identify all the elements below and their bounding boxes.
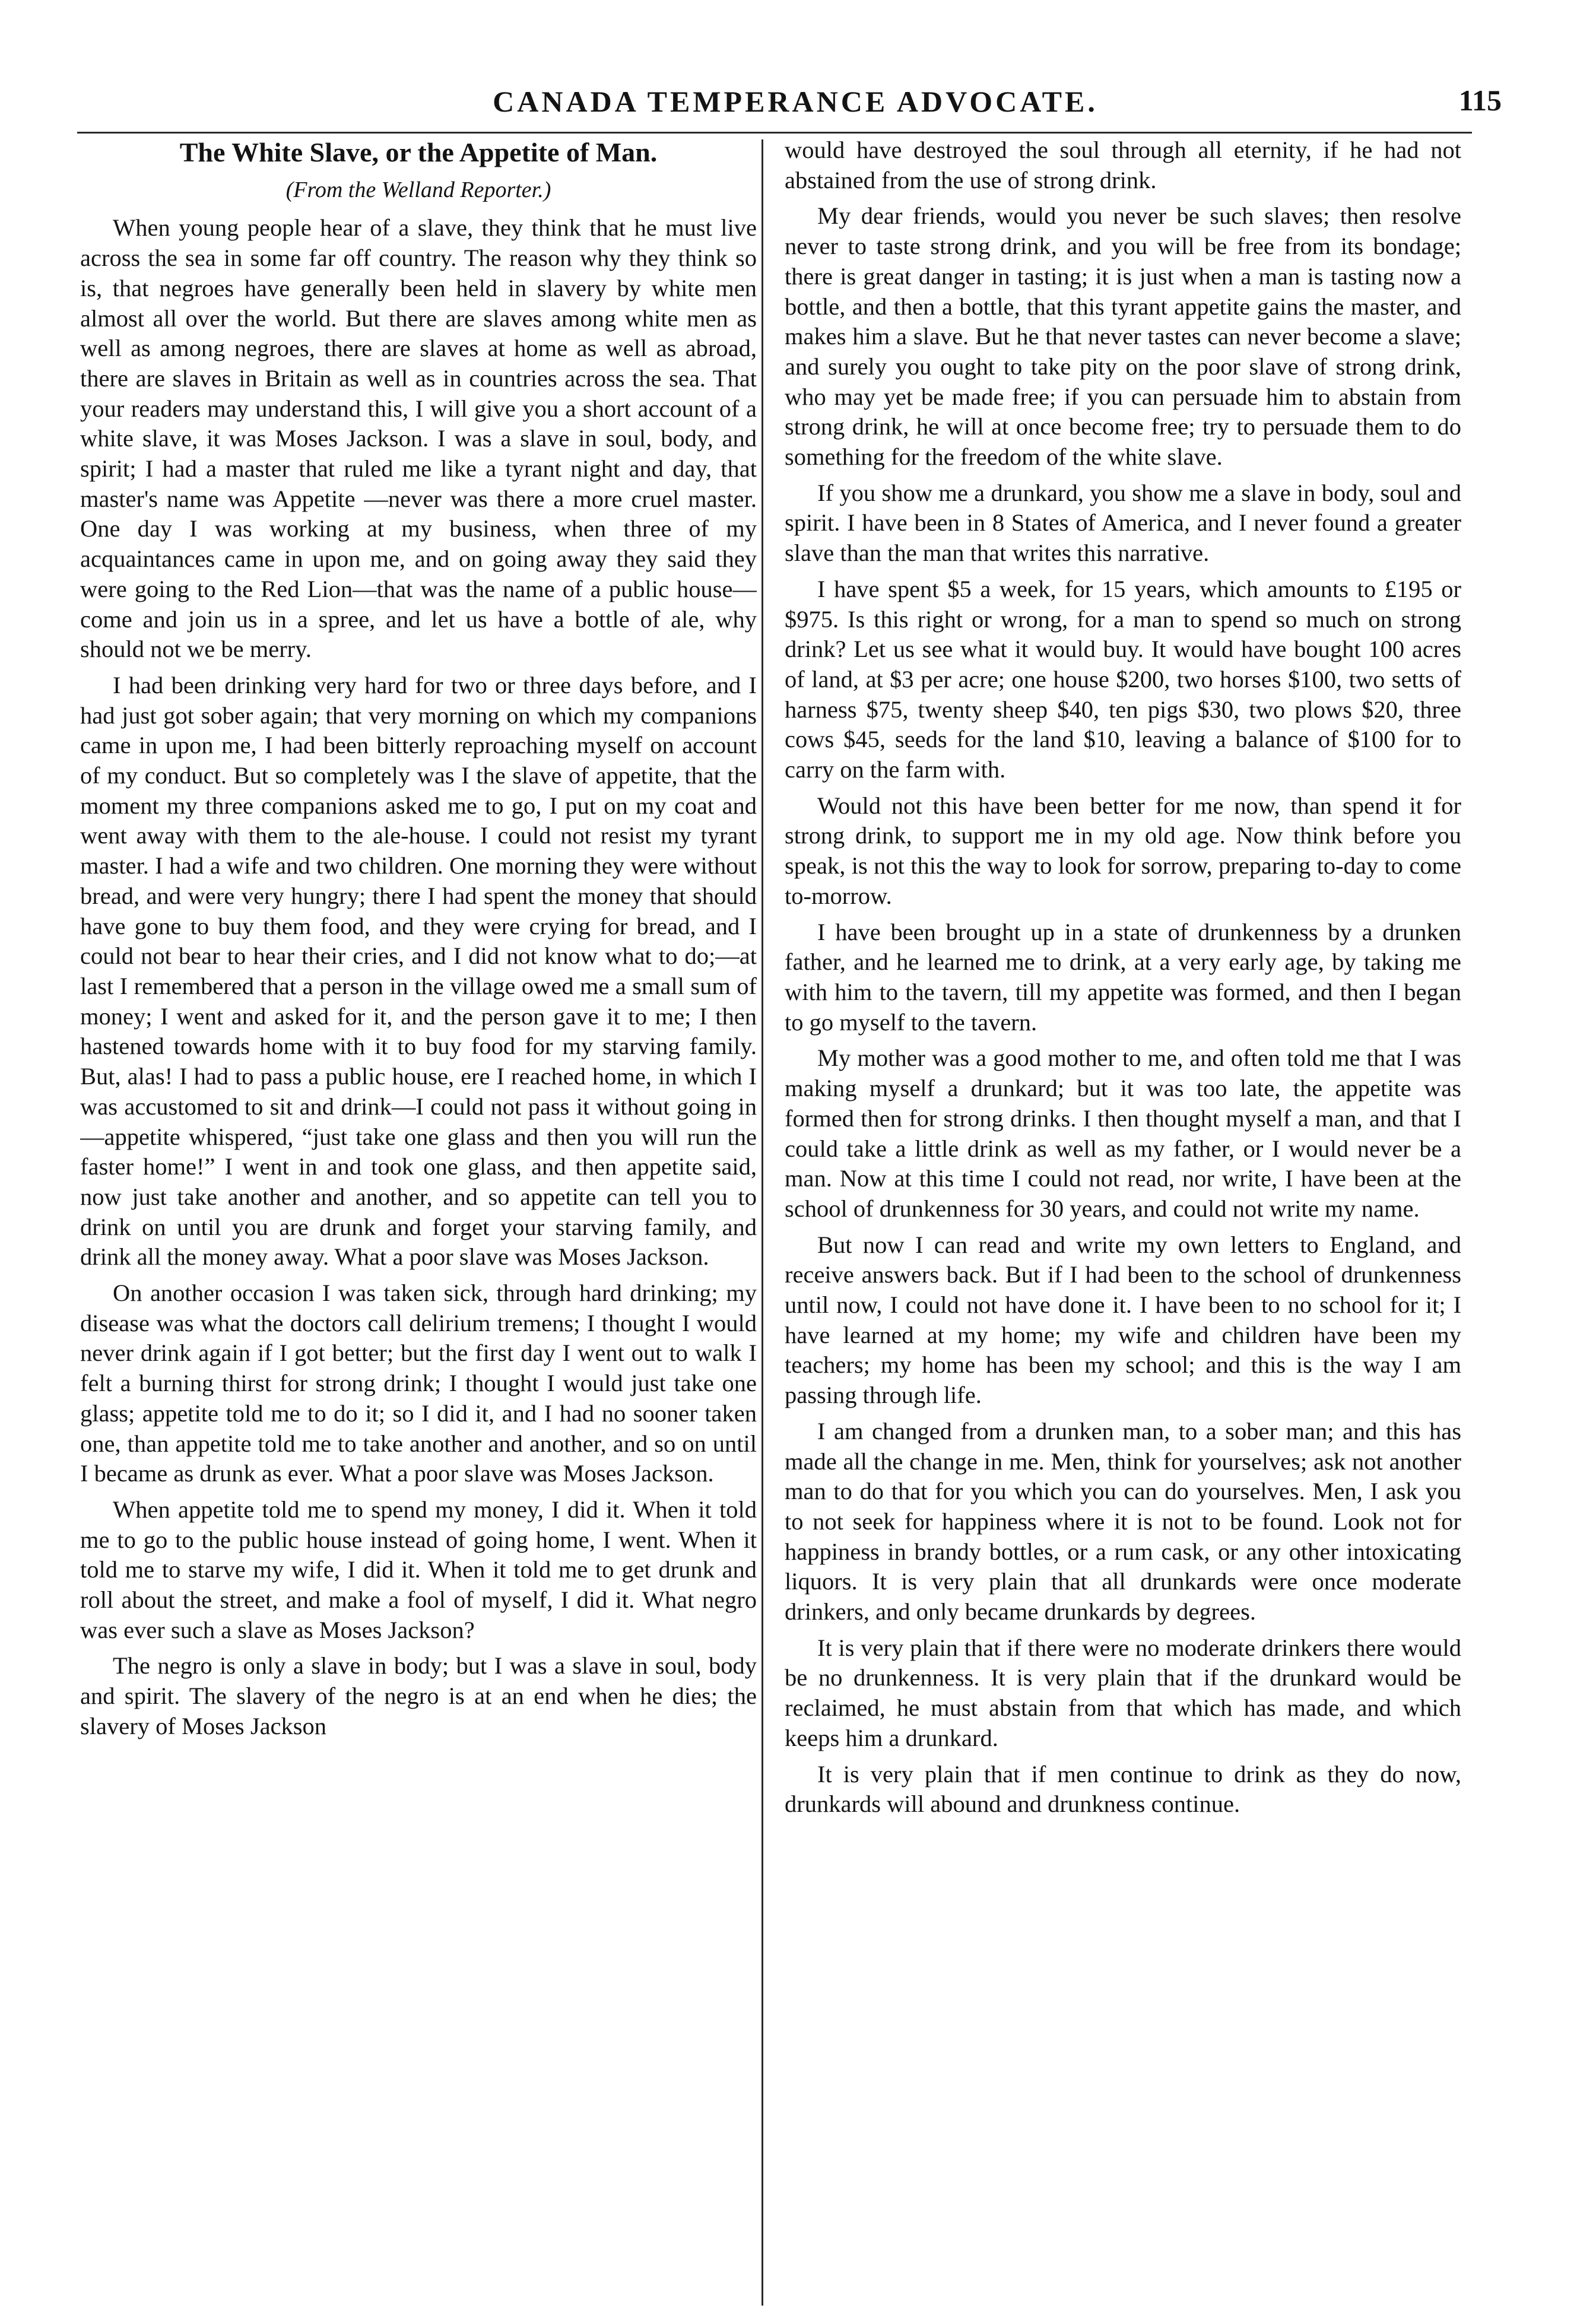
article-source: (From the Welland Reporter.) — [285, 177, 551, 202]
right-column — [785, 135, 1461, 2301]
header-rule — [77, 132, 1472, 134]
paragraph: It is very plain that if men continue to drink as they do now, drunkards will abound and drunkness continue. — [785, 1760, 1461, 1818]
paragraph: If you show me a drunkard, you show me a slave in body, soul and spirit. I have been in 8 States of America, and I never found a greater slave than the man that writes this narrative. — [785, 479, 1461, 567]
paragraph: The negro is only a slave in body; but I was a slave in soul, body and spirit. The slavery of the negro is at an end when he dies; the slavery of Moses Jackson — [80, 1652, 757, 1739]
paragraph: When appetite told me to spend my money, I did it. When it told me to go to the public house instead of going home, I went. When it told me to starve my wife, I did it. When it told me to get drunk and roll about the street, and make a fool of myself, I did it. What negro was ever such a slave as Moses Jackson? — [80, 1496, 757, 1643]
paragraph: My mother was a good mother to me, and often told me that I was making myself a drunkard; but it was too late, the appetite was formed then for strong drinks. I then thought myself a man, and that I could take a little drink as well as my father, or I would never be a man. Now at this time I could not read, nor write, I have been at the school of drunkenness for 30 years, and could not write my name. — [785, 1044, 1461, 1222]
article-title: The White Slave, or the Appetite of Man. — [179, 137, 658, 167]
paragraph: But now I can read and write my own letters to England, and receive answers back. But if I had been to the school of drunkenness until now, I could not have done it. I have been to no school for it; I have learned at my home; my wife and children have been my teachers; my home has been my school; and this is the way I am passing through life. — [785, 1231, 1461, 1409]
paragraph: My dear friends, would you never be such slaves; then resolve never to taste strong drink, and you will be free from its bondage; there is great danger in tasting; it is just when a man is tasting now a bottle, and then a bottle, that this tyrant appetite gains the master, and makes him a slave. But he that never tastes can never become a slave; and surely you ought to take pity on the poor slave of strong drink, who may yet be made free; if you can persuade him to abstain from strong drink, he will at once become free; try to persuade them to do something for the freedom of the white slave. — [785, 202, 1461, 471]
left-column — [80, 135, 757, 2301]
paragraph: I have been brought up in a state of drunkenness by a drunken father, and he learned me to drink, at a very early age, by taking me with him to the tavern, till my appetite was formed, and then I began to go myself to the tavern. — [785, 918, 1461, 1036]
paragraph: I am changed from a drunken man, to a sober man; and this has made all the change in me. Men, think for yourselves; ask not another man to do that for you which you can do yourselves. Men, I ask you to not seek for happiness where it is not to be found. Look not for happiness in brandy bottles, or a rum cask, or any other intoxicating liquors. It is very plain that all drunkards were once moderate drinkers, and only became drunkards by degrees. — [785, 1417, 1461, 1625]
paragraph: Would not this have been better for me now, than spend it for strong drink, to support me in my old age. Now think before you speak, is not this the way to look for sorrow, preparing to-day to come to-morrow. — [785, 792, 1461, 909]
paragraph: I had been drinking very hard for two or three days before, and I had just got sober again; that very morning on which my companions came in upon me, I had been bitterly reproaching myself on account of my conduct. But so completely was I the slave of appetite, that the moment my three companions asked me to go, I put on my coat and went away with them to the ale-house. I could not resist my tyrant master. I had a wife and two children. One morning they were without bread, and were very hungry; there I had spent the money that should have gone to buy them food, and they were crying for bread, and I could not bear to hear their cries, and I did not know what to do;—at last I remembered that a person in the village owed me a small sum of money; I went and asked for it, and the person gave it to me; I then hastened towards home with it to buy food for my starving family. But, alas! I had to pass a public house, ere I reached home, in which I was accustomed to sit and drink—I could not pass it without going in—appetite whispered, “just take one glass and then you will run the faster home!” I went in and took one glass, and then appetite said, now just take another and another, and so appetite can tell you to drink on until you are drunk and forget your starving family, and drink all the money away. What a poor slave was Moses Jackson. — [80, 671, 757, 1271]
running-head — [77, 76, 1513, 129]
paragraph-continued: would have destroyed the soul through all eternity, if he had not abstained from the use of strong drink. — [785, 136, 1461, 193]
column-divider — [761, 139, 763, 2306]
paragraph: I have spent $5 a week, for 15 years, which amounts to £195 or $975. Is this right or wrong, for a man to spend so much on strong drink? Let us see what it would buy. It would have bought 100 acres of land, at $3 per acre; one house $200, two horses $100, two setts of harness $75, twenty sheep $40, ten pigs $30, two plows $20, three cows $45, seeds for the land $10, leaving a balance of $100 for to carry on the farm with. — [785, 575, 1461, 783]
paragraph: On another occasion I was taken sick, through hard drinking; my disease was what the doctors call delirium tremens; I thought I would never drink again if I got better; but the first day I went out to walk I felt a burning thirst for strong drink; I thought I would just take one glass; appetite told me to do it; so I did it, and I had no sooner taken one, than appetite told me to take another and another, and so on until I became as drunk as ever. What a poor slave was Moses Jackson. — [80, 1280, 757, 1487]
page-number: 115 — [1458, 84, 1502, 117]
paragraph: It is very plain that if there were no moderate drinkers there would be no drunkenness. It is very plain that if the drunkard would be reclaimed, he must abstain from that which has made, and which keeps him a drunkard. — [785, 1634, 1461, 1751]
paragraph: When young people hear of a slave, they think that he must live across the sea in some far off country. The reason why they think so is, that negroes have generally been held in slavery by white men almost all over the world. But there are slaves among white men as well as among negroes, there are slaves at home as well as abroad, there are slaves in Britain as well as in countries across the sea. That your readers may understand this, I will give you a short account of a white slave, it was Moses Jackson. I was a slave in soul, body, and spirit; I had a master that ruled me like a tyrant night and day, that master's name was Appetite —never was there a more cruel master. One day I was working at my business, when three of my acquaintances came in upon me, and on going away they said they were going to the Red Lion—that was the name of a public house—come and join us in a spree, and let us have a bottle of ale, why should not we be merry. — [80, 214, 757, 663]
publication-title: CANADA TEMPERANCE ADVOCATE. — [493, 85, 1098, 118]
